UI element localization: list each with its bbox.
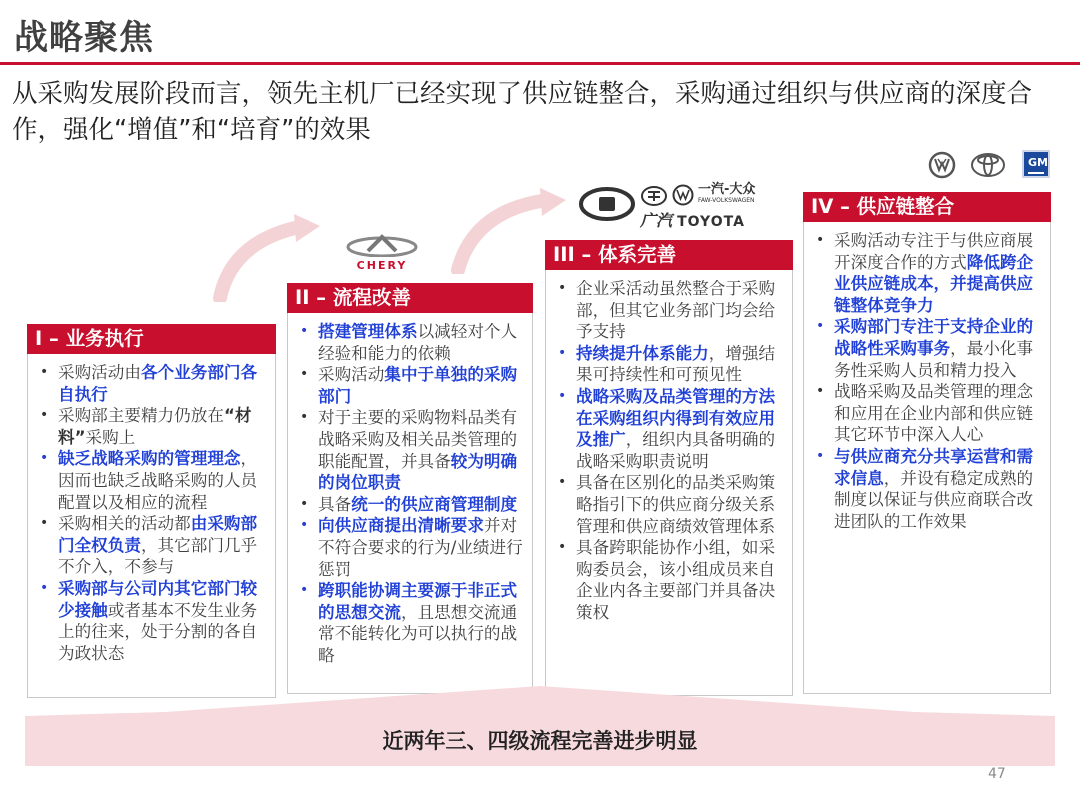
stage-2-header: II – 流程改善 bbox=[287, 283, 533, 313]
stage-2-list bbox=[288, 313, 532, 673]
stage-2-item-6: • 跨职能协调主要源于非正式的思想交流，且思想交流通常不能转化为可以执行的战略 bbox=[296, 580, 524, 666]
stage-2-item-4: • 具备统一的供应商管理制度 bbox=[296, 494, 524, 516]
stage-3-header: III – 体系完善 bbox=[545, 240, 793, 270]
stage-1-list bbox=[28, 354, 275, 670]
buick-logo bbox=[578, 186, 636, 226]
banner-wedge bbox=[25, 686, 1055, 718]
page-title: 战略聚焦 bbox=[14, 18, 154, 58]
stage-3-item-4: • 具备在区别化的品类采购策略指引下的供应商分级关系管理和供应商绩效管理体系 bbox=[554, 472, 784, 537]
stage-1-item-3: • 缺乏战略采购的管理理念，因而也缺乏战略采购的人员配置以及相应的流程 bbox=[36, 448, 267, 513]
stage-3-card bbox=[545, 240, 793, 696]
stage-4-item-4: • 与供应商充分共享运营和需求信息，并设有稳定成熟的制度以保证与供应商联合改进团队的工作效果 bbox=[812, 446, 1042, 532]
stage-1-item-2: • 采购部主要精力仍放在“材料”采购上 bbox=[36, 405, 267, 448]
gm-logo: GM bbox=[1022, 150, 1050, 178]
stage-2-card bbox=[287, 283, 533, 694]
chery-logo: CHERY bbox=[342, 233, 422, 273]
faw-vw-wordmark: 一汽-大众 FAW-VOLKSWAGEN bbox=[698, 182, 756, 204]
summary-banner-text: 近两年三、四级流程完善进步明显 bbox=[382, 729, 698, 753]
stage-2-item-1: • 搭建管理体系以减轻对个人经验和能力的依赖 bbox=[296, 321, 524, 364]
stage-4-list bbox=[804, 222, 1050, 538]
page-number: 47 bbox=[988, 766, 1006, 782]
stage-3-list bbox=[546, 270, 792, 630]
vw-logo-small bbox=[672, 184, 694, 210]
stage-2-item-5: • 向供应商提出清晰要求并对不符合要求的行为/业绩进行惩罚 bbox=[296, 515, 524, 580]
stage-3-item-5: • 具备跨职能协作小组，如采购委员会，该小组成员来自企业内各主要部门并具备决策权 bbox=[554, 537, 784, 623]
stage-1-item-5: • 采购部与公司内其它部门较少接触或者基本不发生业务上的往来，处于分割的各自为政状态 bbox=[36, 578, 267, 664]
title-divider bbox=[0, 62, 1080, 65]
stage-1-header: I – 业务执行 bbox=[27, 324, 276, 354]
stage-4-header: IV – 供应链整合 bbox=[803, 192, 1051, 222]
toyota-logo bbox=[970, 152, 1006, 182]
stage-1-item-1: • 采购活动由各个业务部门各自执行 bbox=[36, 362, 267, 405]
stage-3-item-3: • 战略采购及品类管理的方法在采购组织内得到有效应用及推广，组织内具备明确的战略采购职责说明 bbox=[554, 386, 784, 472]
stage-1-item-4: • 采购相关的活动都由采购部门全权负责，其它部门几乎不介入，不参与 bbox=[36, 513, 267, 578]
stage-4-item-2: • 采购部门专注于支持企业的战略性采购事务，最小化事务性采购人员和精力投入 bbox=[812, 316, 1042, 381]
stage-2-item-2: • 采购活动集中于单独的采购部门 bbox=[296, 364, 524, 407]
stage-3-item-1: • 企业采活动虽然整合于采购部，但其它业务部门均会给予支持 bbox=[554, 278, 784, 343]
stage-1-card bbox=[27, 324, 276, 698]
slide-subtitle: 从采购发展阶段而言，领先主机厂已经实现了供应链整合，采购通过组织与供应商的深度合作，强化“增值”和“培育”的效果 bbox=[12, 79, 1033, 145]
stage-4-item-3: • 战略采购及品类管理的理念和应用在企业内部和供应链其它环节中深入人心 bbox=[812, 381, 1042, 446]
gac-toyota-logo: 广汽 TOYOTA bbox=[640, 211, 745, 230]
stage-2-item-3: • 对于主要的采购物料品类有战略采购及相关品类管理的职能配置，并具备较为明确的岗位职责 bbox=[296, 407, 524, 493]
stage-3-item-2: • 持续提升体系能力，增强结果可持续性和可预见性 bbox=[554, 343, 784, 386]
vw-logo bbox=[928, 151, 956, 183]
stage-4-item-1: • 采购活动专注于与供应商展开深度合作的方式降低跨企业供应链成本，并提高供应链整体竞争力 bbox=[812, 230, 1042, 316]
stage-4-card bbox=[803, 192, 1051, 694]
